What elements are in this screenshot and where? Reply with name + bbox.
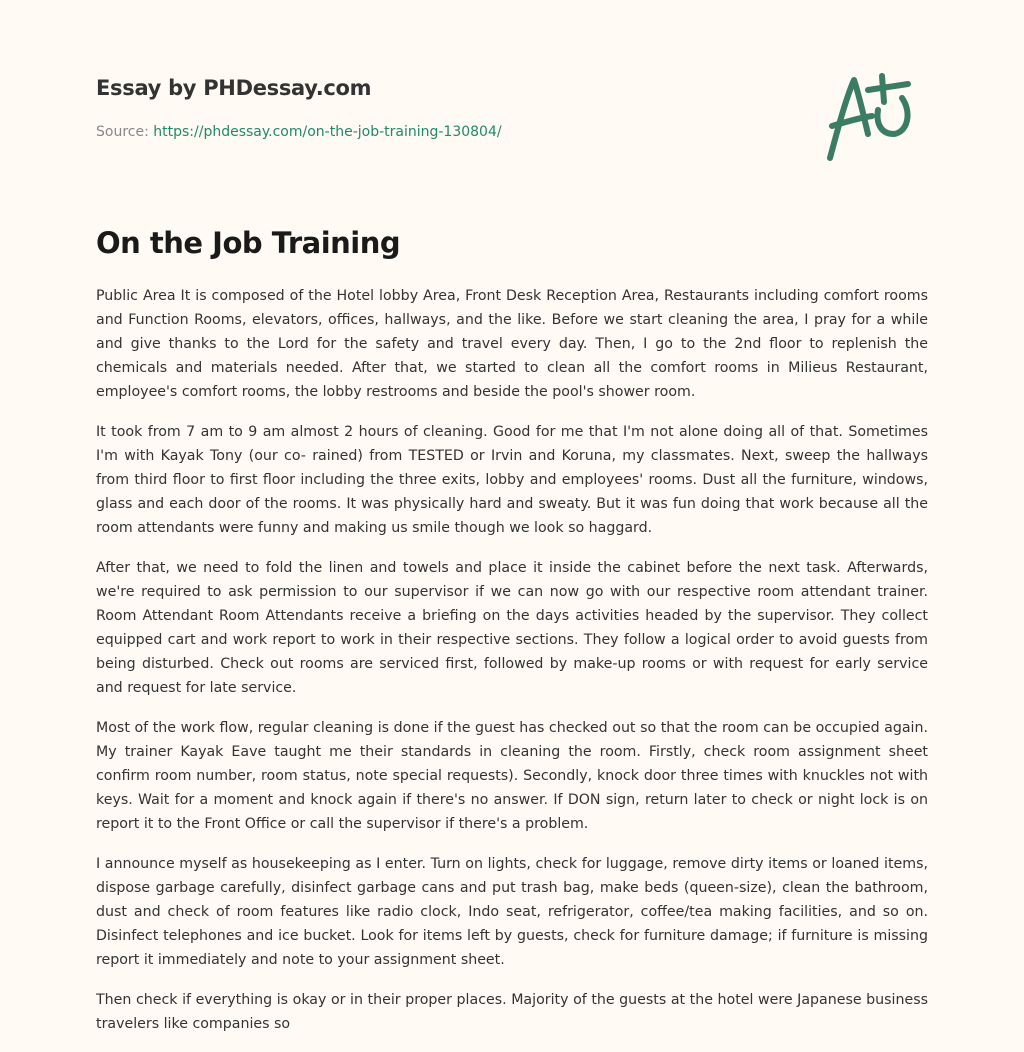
essay-paragraph: Most of the work flow, regular cleaning is done if the guest has checked out so that the room can be occupied again. My trainer Kayak Eave taught me their standards in cleaning the room. Firstly, check room assignment sheet confirm room number, room status, note special requests). Secondly, knock door three times with knuckles not with keys. Wait for a moment and knock again if there's no answer. If DON sign, return later to check or night lock is on report it to the Front Office or call the supervisor if there's a problem.: [96, 720, 928, 832]
site-title: Essay by PHDessay.com: [96, 76, 372, 100]
source-label: Source:: [96, 124, 149, 140]
a-plus-logo-icon: [820, 68, 932, 164]
essay-paragraph: I announce myself as housekeeping as I enter. Turn on lights, check for luggage, remove dirty items or loaned items, dispose garbage carefully, disinfect garbage cans and put trash bag, make beds (queen-size), clean the bathroom, dust and check of room features like radio clock, Indo seat, refrigerator, coffee/tea making facilities, and so on. Disinfect telephones and ice bucket. Look for items left by guests, check for furniture damage; if furniture is missing report it immediately and note to your assignment sheet.: [96, 856, 928, 968]
source-line: [96, 124, 502, 140]
source-link[interactable]: https://phdessay.com/on-the-job-training-130804/: [153, 124, 502, 140]
essay-paragraph: Then check if everything is okay or in their proper places. Majority of the guests at the hotel were Japanese business travelers like companies so: [96, 992, 928, 1032]
essay-paragraph: It took from 7 am to 9 am almost 2 hours of cleaning. Good for me that I'm not alone doing all of that. Sometimes I'm with Kayak Tony (our co- rained) from TESTED or Irvin and Koruna, my classmates. Next, sweep the hallways from third floor to first floor including the three exits, lobby and employees' rooms. Dust all the furniture, windows, glass and each door of the rooms. It was physically hard and sweaty. But it was fun doing that work because all the room attendants were funny and making us smile though we look so haggard.: [96, 424, 928, 536]
essay-body: [96, 284, 928, 1052]
essay-paragraph: Public Area It is composed of the Hotel lobby Area, Front Desk Reception Area, Restaurants including comfort rooms and Function Rooms, elevators, offices, hallways, and the like. Before we start cleaning the area, I pray for a while and give thanks to the Lord for the safety and travel every day. Then, I go to the 2nd floor to replenish the chemicals and materials needed. After that, we started to clean all the comfort rooms in Milieus Restaurant, employee's comfort rooms, the lobby restrooms and beside the pool's shower room.: [96, 288, 928, 400]
essay-paragraph: After that, we need to fold the linen and towels and place it inside the cabinet before the next task. Afterwards, we're required to ask permission to our supervisor if we can now go with our respective room attendant trainer. Room Attendant Room Attendants receive a briefing on the days activities headed by the supervisor. They collect equipped cart and work report to work in their respective sections. They follow a logical order to avoid guests from being disturbed. Check out rooms are serviced first, followed by make-up rooms or with request for early service and request for late service.: [96, 560, 928, 696]
essay-title: On the Job Training: [96, 226, 401, 260]
